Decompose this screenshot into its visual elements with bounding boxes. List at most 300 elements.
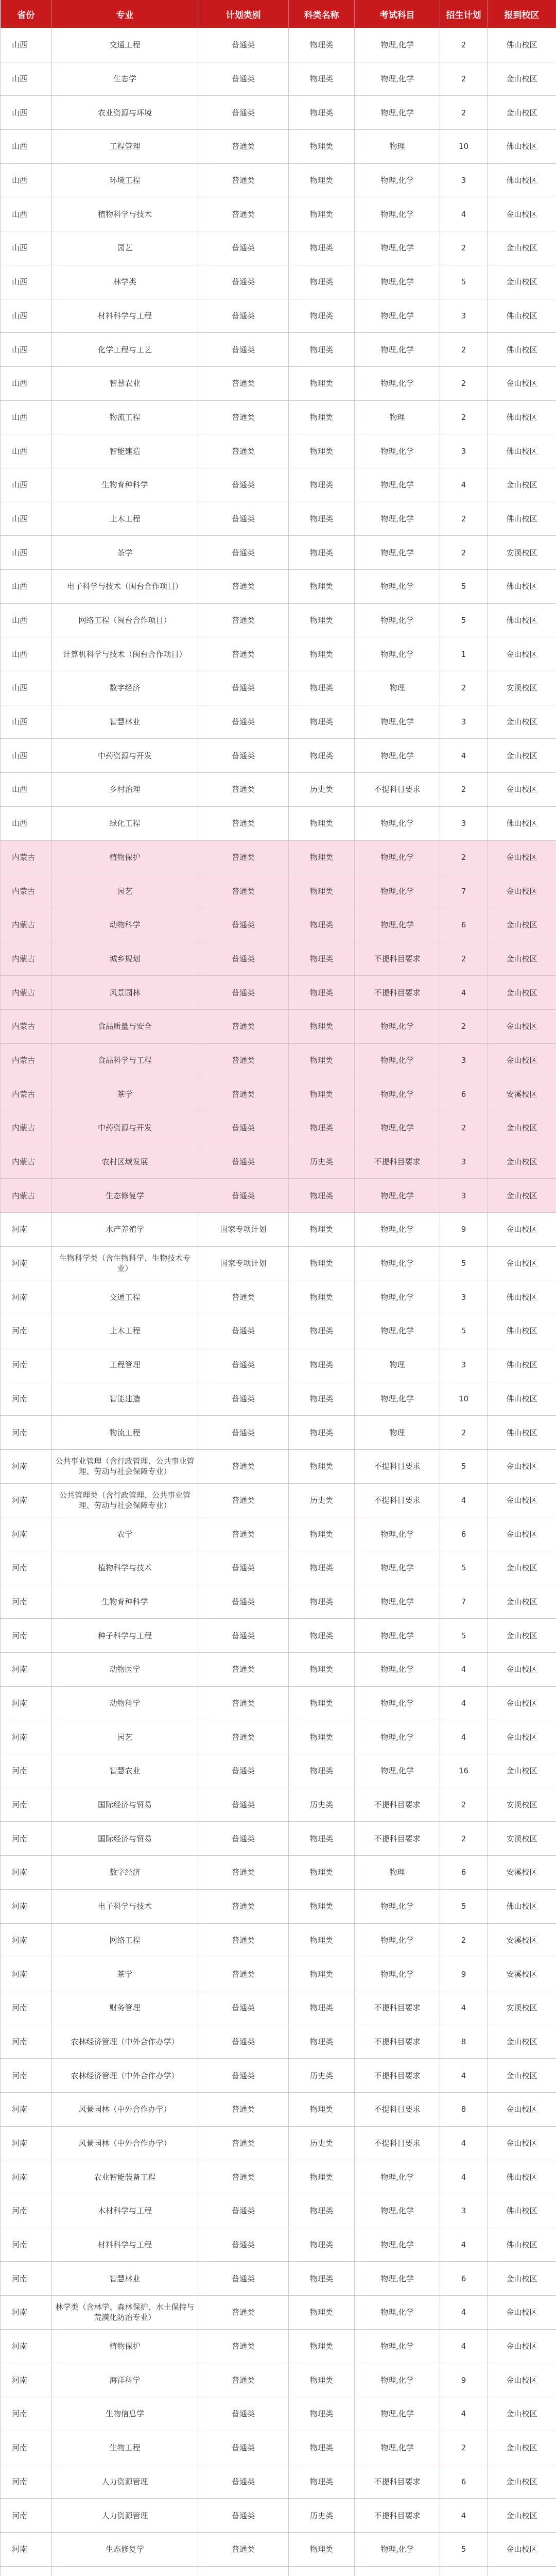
table-row [1,434,556,468]
cell-campus: 金山校区 [488,1009,556,1043]
table-row [1,874,556,908]
cell-campus: 佛山校区 [488,1889,556,1923]
cell-campus: 佛山校区 [488,2228,556,2262]
table-row [1,2296,556,2330]
cell-province: 山西 [1,773,52,807]
cell-enrollment-quota: 2 [440,942,488,976]
cell-plan-type: 普通类 [198,840,289,874]
cell-campus: 金山校区 [488,2431,556,2465]
cell-major: 农林经济管理（中外合作办学） [52,2059,198,2093]
cell-province: 山西 [1,705,52,739]
table-row [1,671,556,705]
cell-plan-type: 普通类 [198,637,289,671]
cell-major: 农村区域发展 [52,1145,198,1179]
cell-enrollment-quota: 2 [440,1416,488,1450]
cell-plan-type: 普通类 [198,2025,289,2059]
cell-subject-category: 物理类 [289,502,355,536]
cell-campus: 金山校区 [488,705,556,739]
cell-plan-type: 普通类 [198,1957,289,1991]
cell-campus: 金山校区 [488,908,556,942]
cell-subject-category: 物理类 [289,2363,355,2397]
cell-exam-subjects: 物理,化学 [355,197,440,231]
cell-enrollment-quota: 9 [440,1957,488,1991]
table-row [1,265,556,299]
cell-campus: 金山校区 [488,2532,556,2566]
cell-subject-category: 物理类 [289,1923,355,1957]
cell-plan-type: 普通类 [198,28,289,62]
cell-major: 林学类（含林学、森林保护、水土保持与荒漠化防治专业） [52,2296,198,2330]
cell-subject-category: 物理类 [289,603,355,637]
cell-plan-type: 普通类 [198,1856,289,1890]
cell-enrollment-quota: 5 [440,1246,488,1280]
cell-exam-subjects: 物理,化学 [355,2431,440,2465]
cell-plan-type: 普通类 [198,1382,289,1416]
cell-major: 风景园林（中外合作办学） [52,2092,198,2126]
cell-major: 交通工程 [52,1280,198,1314]
cell-major: 木材科学与工程 [52,2194,198,2228]
table-row [1,163,556,197]
cell-major: 绿化工程 [52,806,198,840]
table-row [1,1991,556,2025]
cell-campus: 安溪校区 [488,1957,556,1991]
cell-exam-subjects: 物理,化学 [355,2160,440,2194]
table-row [1,806,556,840]
cell-exam-subjects: 物理,化学 [355,1923,440,1957]
cell-enrollment-quota: 9 [440,2363,488,2397]
cell-exam-subjects: 不提科目要求 [355,942,440,976]
cell-major: 土木工程 [52,1314,198,1348]
cell-major: 生物育种科学 [52,468,198,502]
cell-plan-type: 普通类 [198,2228,289,2262]
cell-enrollment-quota: 2 [440,1009,488,1043]
cell-province: 河南 [1,1686,52,1720]
table-row [1,1957,556,1991]
cell-enrollment-quota: 4 [440,2329,488,2363]
table-row [1,976,556,1010]
cell-plan-type: 普通类 [198,1449,289,1483]
cell-plan-type: 普通类 [198,400,289,434]
cell-enrollment-quota: 2 [440,1923,488,1957]
table-row [1,2025,556,2059]
cell-campus: 安溪校区 [488,671,556,705]
table-header [1,0,556,28]
cell-subject-category: 物理类 [289,1585,355,1619]
cell-province: 内蒙古 [1,1111,52,1145]
cell-enrollment-quota: 4 [440,1653,488,1687]
cell-province: 河南 [1,2499,52,2533]
table-row [1,603,556,637]
cell-plan-type: 普通类 [198,163,289,197]
cell-enrollment-quota [440,2566,488,2576]
cell-subject-category: 物理类 [289,400,355,434]
cell-province: 内蒙古 [1,840,52,874]
cell-enrollment-quota: 10 [440,1382,488,1416]
cell-enrollment-quota: 3 [440,163,488,197]
table-row [1,1179,556,1213]
cell-campus: 金山校区 [488,1720,556,1754]
cell-exam-subjects: 物理,化学 [355,163,440,197]
cell-enrollment-quota: 4 [440,1720,488,1754]
cell-enrollment-quota: 4 [440,468,488,502]
cell-enrollment-quota: 3 [440,1348,488,1382]
cell-subject-category: 物理类 [289,2262,355,2296]
cell-enrollment-quota: 4 [440,1991,488,2025]
header-subject-category: 科类名称 [289,0,355,28]
cell-subject-category: 物理类 [289,96,355,130]
table-row [1,1416,556,1450]
cell-plan-type: 普通类 [198,197,289,231]
cell-subject-category: 物理类 [289,1179,355,1213]
table-row [1,1551,556,1585]
cell-major: 材料科学与工程 [52,2228,198,2262]
cell-major: 园艺 [52,231,198,265]
table-row [1,1788,556,1822]
cell-exam-subjects: 物理 [355,1416,440,1450]
cell-subject-category: 物理类 [289,1043,355,1077]
table-row [1,1653,556,1687]
cell-subject-category: 物理类 [289,2296,355,2330]
cell-enrollment-quota: 2 [440,773,488,807]
table-row [1,1348,556,1382]
cell-exam-subjects: 物理 [355,1348,440,1382]
cell-enrollment-quota: 2 [440,1788,488,1822]
cell-exam-subjects: 物理,化学 [355,299,440,333]
cell-enrollment-quota: 4 [440,2059,488,2093]
cell-campus: 金山校区 [488,2397,556,2431]
cell-major: 风景园林 [52,976,198,1010]
cell-major: 种子科学与工程 [52,1619,198,1653]
cell-campus: 金山校区 [488,1551,556,1585]
cell-subject-category: 历史类 [289,2499,355,2533]
table-row [1,705,556,739]
cell-major: 食品科学与工程 [52,1043,198,1077]
cell-campus: 金山校区 [488,197,556,231]
cell-enrollment-quota: 5 [440,1551,488,1585]
cell-enrollment-quota: 6 [440,2465,488,2499]
table-row [1,130,556,164]
cell-province: 河南 [1,2532,52,2566]
cell-major: 动物医学 [52,1653,198,1687]
cell-province: 河南 [1,1517,52,1551]
cell-enrollment-quota: 2 [440,1111,488,1145]
cell-exam-subjects: 物理,化学 [355,570,440,604]
table-row [1,1483,556,1517]
cell-major: 生态学 [52,62,198,96]
cell-subject-category: 物理类 [289,1449,355,1483]
cell-exam-subjects: 不提科目要求 [355,1788,440,1822]
cell-subject-category: 历史类 [289,1483,355,1517]
cell-subject-category: 历史类 [289,1788,355,1822]
cell-major: 农学 [52,1517,198,1551]
cell-exam-subjects: 不提科目要求 [355,1991,440,2025]
cell-plan-type: 普通类 [198,1077,289,1111]
cell-province: 河南 [1,1416,52,1450]
cell-plan-type: 普通类 [198,976,289,1010]
cell-enrollment-quota: 4 [440,2499,488,2533]
cell-campus: 佛山校区 [488,434,556,468]
cell-campus: 金山校区 [488,773,556,807]
cell-subject-category: 物理类 [289,1280,355,1314]
cell-enrollment-quota: 4 [440,2296,488,2330]
cell-subject-category: 物理类 [289,705,355,739]
cell-major: 食品质量与安全 [52,1009,198,1043]
cell-major: 城乡规划 [52,942,198,976]
table-row [1,2194,556,2228]
cell-enrollment-quota: 4 [440,2126,488,2160]
cell-campus: 金山校区 [488,2126,556,2160]
cell-province: 山西 [1,333,52,367]
cell-campus: 佛山校区 [488,1348,556,1382]
table-row [1,62,556,96]
cell-plan-type: 普通类 [198,502,289,536]
cell-major: 海洋科学 [52,2363,198,2397]
cell-major: 智慧林业 [52,705,198,739]
table-row [1,502,556,536]
cell-campus: 金山校区 [488,1517,556,1551]
cell-campus: 金山校区 [488,1449,556,1483]
cell-exam-subjects: 物理,化学 [355,637,440,671]
cell-plan-type: 普通类 [198,806,289,840]
cell-exam-subjects: 物理,化学 [355,1517,440,1551]
cell-subject-category: 历史类 [289,2126,355,2160]
cell-enrollment-quota: 2 [440,28,488,62]
table-row [1,1009,556,1043]
cell-plan-type: 普通类 [198,942,289,976]
cell-enrollment-quota: 3 [440,1179,488,1213]
table-row [1,637,556,671]
cell-major: 生态修复学 [52,1179,198,1213]
cell-province: 内蒙古 [1,874,52,908]
cell-subject-category: 物理类 [289,197,355,231]
cell-subject-category: 物理类 [289,1551,355,1585]
cell-campus: 金山校区 [488,265,556,299]
table-row [1,96,556,130]
cell-exam-subjects: 物理,化学 [355,265,440,299]
cell-subject-category: 物理类 [289,1213,355,1247]
cell-province: 山西 [1,637,52,671]
cell-major: 电子科学与技术 [52,1889,198,1923]
cell-major: 园艺 [52,1720,198,1754]
cell-major: 茶学 [52,1077,198,1111]
cell-exam-subjects: 物理,化学 [355,1280,440,1314]
cell-major: 物流工程 [52,1416,198,1450]
cell-enrollment-quota: 5 [440,1619,488,1653]
table-row [1,773,556,807]
cell-province: 河南 [1,2160,52,2194]
table-row [1,2126,556,2160]
cell-plan-type: 普通类 [198,1145,289,1179]
cell-enrollment-quota: 5 [440,1314,488,1348]
cell-exam-subjects: 物理,化学 [355,1111,440,1145]
cell-exam-subjects: 不提科目要求 [355,1483,440,1517]
cell-province: 河南 [1,2025,52,2059]
cell-enrollment-quota: 2 [440,2431,488,2465]
cell-major: 植物保护 [52,840,198,874]
cell-province: 河南 [1,1923,52,1957]
cell-campus: 金山校区 [488,1686,556,1720]
cell-plan-type: 普通类 [198,1991,289,2025]
cell-exam-subjects: 物理,化学 [355,366,440,400]
table-row [1,1856,556,1890]
cell-province: 河南 [1,2194,52,2228]
table-row [1,1449,556,1483]
cell-major: 生物工程 [52,2431,198,2465]
cell-subject-category: 物理类 [289,1382,355,1416]
table-row [1,908,556,942]
cell-subject-category: 物理类 [289,434,355,468]
cell-province: 河南 [1,2092,52,2126]
cell-enrollment-quota: 3 [440,806,488,840]
cell-major: 智慧农业 [52,366,198,400]
cell-exam-subjects: 不提科目要求 [355,2092,440,2126]
cell-enrollment-quota: 10 [440,130,488,164]
cell-enrollment-quota: 6 [440,1517,488,1551]
cell-campus: 安溪校区 [488,1822,556,1856]
cell-enrollment-quota: 2 [440,400,488,434]
cell-subject-category: 历史类 [289,1145,355,1179]
cell-enrollment-quota: 3 [440,434,488,468]
cell-plan-type: 普通类 [198,1348,289,1382]
cell-province: 河南 [1,1957,52,1991]
table-row [1,2160,556,2194]
cell-plan-type: 普通类 [198,2465,289,2499]
cell-exam-subjects: 不提科目要求 [355,1145,440,1179]
cell-subject-category: 物理类 [289,265,355,299]
cell-enrollment-quota: 4 [440,197,488,231]
cell-exam-subjects: 物理 [355,130,440,164]
cell-subject-category: 物理类 [289,1246,355,1280]
cell-province: 河南 [1,2228,52,2262]
cell-campus: 金山校区 [488,1111,556,1145]
cell-province: 河南 [1,2126,52,2160]
cell-campus: 金山校区 [488,2059,556,2093]
cell-province: 内蒙古 [1,1179,52,1213]
cell-plan-type: 普通类 [198,1416,289,1450]
table-row [1,2228,556,2262]
cell-enrollment-quota: 4 [440,976,488,1010]
cell-enrollment-quota: 4 [440,2160,488,2194]
cell-campus: 佛山校区 [488,400,556,434]
table-row [1,1213,556,1247]
cell-exam-subjects: 物理,化学 [355,1720,440,1754]
cell-major: 植物科学与技术 [52,1551,198,1585]
cell-exam-subjects: 物理,化学 [355,96,440,130]
cell-subject-category: 物理类 [289,1416,355,1450]
cell-major: 交通工程 [52,28,198,62]
cell-plan-type: 普通类 [198,1483,289,1517]
cell-province: 河南 [1,1348,52,1382]
cell-subject-category: 物理类 [289,1686,355,1720]
cell-subject-category: 物理类 [289,2397,355,2431]
cell-subject-category: 物理类 [289,2465,355,2499]
table-row [1,739,556,773]
cell-campus: 佛山校区 [488,603,556,637]
cell-subject-category: 物理类 [289,2431,355,2465]
cell-province: 山西 [1,28,52,62]
cell-province: 山西 [1,96,52,130]
cell-major: 数字经济 [52,1856,198,1890]
cell-exam-subjects: 物理,化学 [355,739,440,773]
cell-province: 山西 [1,62,52,96]
table-row [1,2499,556,2533]
cell-plan-type: 普通类 [198,1653,289,1687]
cell-exam-subjects: 不提科目要求 [355,2465,440,2499]
cell-enrollment-quota: 3 [440,1043,488,1077]
cell-campus: 金山校区 [488,1754,556,1788]
cell-exam-subjects: 不提科目要求 [355,976,440,1010]
table-row [1,1246,556,1280]
cell-plan-type: 普通类 [198,2499,289,2533]
cell-exam-subjects: 物理,化学 [355,806,440,840]
cell-plan-type: 普通类 [198,434,289,468]
table-row [1,1077,556,1111]
cell-plan-type: 普通类 [198,2397,289,2431]
cell-enrollment-quota: 2 [440,1822,488,1856]
cell-plan-type: 普通类 [198,2296,289,2330]
cell-subject-category: 物理类 [289,299,355,333]
cell-subject-category: 物理类 [289,570,355,604]
cell-major: 网络工程 [52,1923,198,1957]
cell-plan-type: 普通类 [198,1754,289,1788]
table-row [1,2262,556,2296]
cell-plan-type: 普通类 [198,1889,289,1923]
cell-exam-subjects: 物理,化学 [355,1619,440,1653]
cell-enrollment-quota: 6 [440,908,488,942]
cell-major: 中药资源与开发 [52,739,198,773]
cell-province: 河南 [1,1889,52,1923]
cell-campus: 佛山校区 [488,2194,556,2228]
cell-exam-subjects: 物理,化学 [355,1246,440,1280]
cell-enrollment-quota: 6 [440,1077,488,1111]
table-row [1,299,556,333]
cell-major: 林学类 [52,265,198,299]
cell-plan-type: 普通类 [198,1619,289,1653]
cell-campus: 金山校区 [488,2296,556,2330]
cell-province: 河南 [1,2431,52,2465]
table-row [1,1585,556,1619]
cell-campus: 佛山校区 [488,1416,556,1450]
cell-major: 农林经济管理（中外合作办学） [52,2025,198,2059]
cell-major: 农业资源与环境 [52,96,198,130]
cell-enrollment-quota: 4 [440,1483,488,1517]
cell-subject-category: 物理类 [289,671,355,705]
cell-subject-category: 物理类 [289,130,355,164]
cell-enrollment-quota: 3 [440,2194,488,2228]
cell-exam-subjects: 物理,化学 [355,1754,440,1788]
cell-exam-subjects: 物理,化学 [355,1077,440,1111]
cell-exam-subjects: 物理,化学 [355,705,440,739]
cell-plan-type: 普通类 [198,1720,289,1754]
cell-subject-category: 物理类 [289,1653,355,1687]
cell-campus: 佛山校区 [488,806,556,840]
cell-subject-category: 物理类 [289,231,355,265]
cell-exam-subjects: 不提科目要求 [355,2126,440,2160]
cell-subject-category: 物理类 [289,366,355,400]
cell-exam-subjects: 物理,化学 [355,1653,440,1687]
cell-plan-type: 普通类 [198,1551,289,1585]
cell-campus: 金山校区 [488,1043,556,1077]
cell-major: 水产养殖学 [52,1213,198,1247]
cell-major: 人力资源管理 [52,2499,198,2533]
cell-campus: 金山校区 [488,942,556,976]
cell-campus: 安溪校区 [488,1923,556,1957]
cell-province: 河南 [1,2329,52,2363]
cell-exam-subjects: 物理,化学 [355,2363,440,2397]
cell-subject-category: 物理类 [289,468,355,502]
cell-exam-subjects: 物理 [355,1856,440,1890]
cell-subject-category: 物理类 [289,2228,355,2262]
cell-exam-subjects: 物理,化学 [355,231,440,265]
